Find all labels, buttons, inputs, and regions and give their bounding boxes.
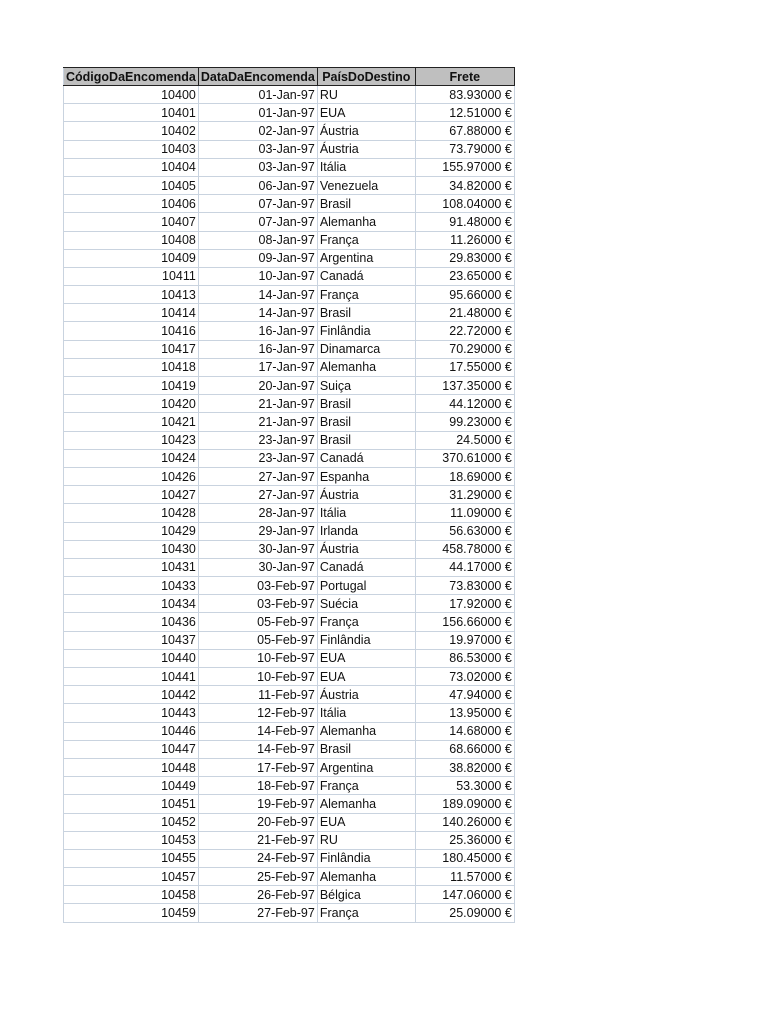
cell-destination-country[interactable]: Finlândia	[317, 849, 415, 867]
cell-order-id[interactable]: 10458	[64, 886, 199, 904]
cell-order-id[interactable]: 10419	[64, 377, 199, 395]
table-row	[64, 668, 515, 686]
cell-destination-country[interactable]: Itália	[317, 504, 415, 522]
cell-destination-country[interactable]: Irlanda	[317, 522, 415, 540]
cell-order-date[interactable]: 27-Feb-97	[198, 904, 317, 922]
cell-order-id[interactable]: 10443	[64, 704, 199, 722]
cell-order-id[interactable]: 10433	[64, 577, 199, 595]
cell-freight[interactable]: 29.83000 €	[415, 249, 514, 267]
table-row	[64, 758, 515, 776]
cell-destination-country[interactable]: Canadá	[317, 267, 415, 285]
cell-destination-country[interactable]: Alemanha	[317, 795, 415, 813]
table-row	[64, 868, 515, 886]
cell-order-id[interactable]: 10429	[64, 522, 199, 540]
cell-freight[interactable]: 95.66000 €	[415, 286, 514, 304]
cell-order-id[interactable]: 10404	[64, 158, 199, 176]
cell-freight[interactable]: 53.3000 €	[415, 777, 514, 795]
table-row	[64, 86, 515, 104]
table-row	[64, 577, 515, 595]
cell-order-date[interactable]: 30-Jan-97	[198, 540, 317, 558]
cell-order-id[interactable]: 10406	[64, 195, 199, 213]
cell-destination-country[interactable]: Argentina	[317, 758, 415, 776]
cell-freight[interactable]: 18.69000 €	[415, 467, 514, 485]
cell-order-date[interactable]: 19-Feb-97	[198, 795, 317, 813]
cell-freight[interactable]: 70.29000 €	[415, 340, 514, 358]
cell-order-id[interactable]: 10428	[64, 504, 199, 522]
table-row	[64, 595, 515, 613]
cell-order-date[interactable]: 29-Jan-97	[198, 522, 317, 540]
cell-freight[interactable]: 24.5000 €	[415, 431, 514, 449]
cell-freight[interactable]: 22.72000 €	[415, 322, 514, 340]
cell-freight[interactable]: 44.17000 €	[415, 558, 514, 576]
cell-freight[interactable]: 44.12000 €	[415, 395, 514, 413]
cell-freight[interactable]: 147.06000 €	[415, 886, 514, 904]
cell-destination-country[interactable]: Brasil	[317, 413, 415, 431]
table-row	[64, 904, 515, 922]
cell-destination-country[interactable]: Venezuela	[317, 176, 415, 194]
cell-destination-country[interactable]: Áustria	[317, 486, 415, 504]
cell-order-date[interactable]: 16-Jan-97	[198, 322, 317, 340]
table-row	[64, 777, 515, 795]
cell-order-date[interactable]: 16-Jan-97	[198, 340, 317, 358]
cell-destination-country[interactable]: Áustria	[317, 540, 415, 558]
cell-order-date[interactable]: 03-Feb-97	[198, 577, 317, 595]
cell-destination-country[interactable]: EUA	[317, 668, 415, 686]
cell-order-id[interactable]: 10411	[64, 267, 199, 285]
cell-destination-country[interactable]: Bélgica	[317, 886, 415, 904]
cell-freight[interactable]: 17.92000 €	[415, 595, 514, 613]
cell-destination-country[interactable]: Espanha	[317, 467, 415, 485]
cell-order-date[interactable]: 14-Feb-97	[198, 722, 317, 740]
cell-freight[interactable]: 38.82000 €	[415, 758, 514, 776]
table-row	[64, 831, 515, 849]
cell-freight[interactable]: 68.66000 €	[415, 740, 514, 758]
table-row	[64, 722, 515, 740]
header-row	[64, 68, 515, 86]
column-header-order-date[interactable]: DataDaEncomenda	[198, 68, 317, 86]
table-body	[64, 86, 515, 923]
cell-order-id[interactable]: 10426	[64, 467, 199, 485]
cell-order-id[interactable]: 10421	[64, 413, 199, 431]
cell-destination-country[interactable]: Finlândia	[317, 322, 415, 340]
table-row	[64, 340, 515, 358]
cell-order-id[interactable]: 10448	[64, 758, 199, 776]
cell-order-id[interactable]: 10441	[64, 668, 199, 686]
cell-freight[interactable]: 19.97000 €	[415, 631, 514, 649]
cell-destination-country[interactable]: Suiça	[317, 377, 415, 395]
cell-order-date[interactable]: 14-Jan-97	[198, 304, 317, 322]
table-row	[64, 286, 515, 304]
cell-destination-country[interactable]: Canadá	[317, 558, 415, 576]
table-row	[64, 413, 515, 431]
cell-destination-country[interactable]: Áustria	[317, 140, 415, 158]
cell-order-date[interactable]: 27-Jan-97	[198, 486, 317, 504]
table-row	[64, 176, 515, 194]
cell-order-date[interactable]: 24-Feb-97	[198, 849, 317, 867]
cell-destination-country[interactable]: França	[317, 904, 415, 922]
table-row	[64, 304, 515, 322]
cell-order-date[interactable]: 20-Jan-97	[198, 377, 317, 395]
cell-order-date[interactable]: 08-Jan-97	[198, 231, 317, 249]
cell-destination-country[interactable]: Alemanha	[317, 213, 415, 231]
cell-order-id[interactable]: 10437	[64, 631, 199, 649]
table-row	[64, 649, 515, 667]
cell-destination-country[interactable]: França	[317, 777, 415, 795]
table-row	[64, 267, 515, 285]
cell-destination-country[interactable]: EUA	[317, 104, 415, 122]
cell-order-date[interactable]: 21-Feb-97	[198, 831, 317, 849]
cell-order-id[interactable]: 10413	[64, 286, 199, 304]
cell-order-date[interactable]: 01-Jan-97	[198, 86, 317, 104]
cell-order-id[interactable]: 10409	[64, 249, 199, 267]
cell-order-id[interactable]: 10420	[64, 395, 199, 413]
table-row	[64, 358, 515, 376]
table-row	[64, 395, 515, 413]
cell-destination-country[interactable]: França	[317, 613, 415, 631]
cell-order-id[interactable]: 10424	[64, 449, 199, 467]
cell-order-date[interactable]: 03-Feb-97	[198, 595, 317, 613]
table-row	[64, 686, 515, 704]
cell-freight[interactable]: 21.48000 €	[415, 304, 514, 322]
cell-order-id[interactable]: 10427	[64, 486, 199, 504]
cell-order-date[interactable]: 05-Feb-97	[198, 613, 317, 631]
cell-freight[interactable]: 83.93000 €	[415, 86, 514, 104]
cell-freight[interactable]: 31.29000 €	[415, 486, 514, 504]
table-row	[64, 377, 515, 395]
cell-order-date[interactable]: 10-Jan-97	[198, 267, 317, 285]
cell-freight[interactable]: 73.79000 €	[415, 140, 514, 158]
cell-order-id[interactable]: 10446	[64, 722, 199, 740]
table-row	[64, 886, 515, 904]
cell-freight[interactable]: 25.36000 €	[415, 831, 514, 849]
cell-order-date[interactable]: 14-Feb-97	[198, 740, 317, 758]
cell-freight[interactable]: 137.35000 €	[415, 377, 514, 395]
cell-destination-country[interactable]: Brasil	[317, 395, 415, 413]
cell-order-date[interactable]: 27-Jan-97	[198, 467, 317, 485]
cell-freight[interactable]: 12.51000 €	[415, 104, 514, 122]
cell-order-date[interactable]: 03-Jan-97	[198, 140, 317, 158]
cell-freight[interactable]: 11.57000 €	[415, 868, 514, 886]
cell-order-date[interactable]: 23-Jan-97	[198, 431, 317, 449]
cell-freight[interactable]: 156.66000 €	[415, 613, 514, 631]
table-row	[64, 213, 515, 231]
cell-destination-country[interactable]: Alemanha	[317, 358, 415, 376]
cell-order-id[interactable]: 10434	[64, 595, 199, 613]
cell-destination-country[interactable]: EUA	[317, 649, 415, 667]
cell-order-date[interactable]: 09-Jan-97	[198, 249, 317, 267]
cell-destination-country[interactable]: Portugal	[317, 577, 415, 595]
cell-order-date[interactable]: 07-Jan-97	[198, 213, 317, 231]
cell-freight[interactable]: 13.95000 €	[415, 704, 514, 722]
table-row	[64, 849, 515, 867]
cell-destination-country[interactable]: Brasil	[317, 431, 415, 449]
cell-destination-country[interactable]: Brasil	[317, 195, 415, 213]
table-row	[64, 613, 515, 631]
cell-order-id[interactable]: 10423	[64, 431, 199, 449]
table-row	[64, 158, 515, 176]
cell-destination-country[interactable]: Argentina	[317, 249, 415, 267]
cell-destination-country[interactable]: Alemanha	[317, 868, 415, 886]
cell-order-id[interactable]: 10400	[64, 86, 199, 104]
cell-order-date[interactable]: 11-Feb-97	[198, 686, 317, 704]
cell-destination-country[interactable]: EUA	[317, 813, 415, 831]
cell-freight[interactable]: 67.88000 €	[415, 122, 514, 140]
cell-freight[interactable]: 189.09000 €	[415, 795, 514, 813]
cell-freight[interactable]: 47.94000 €	[415, 686, 514, 704]
cell-freight[interactable]: 73.83000 €	[415, 577, 514, 595]
cell-order-date[interactable]: 21-Jan-97	[198, 413, 317, 431]
cell-order-date[interactable]: 06-Jan-97	[198, 176, 317, 194]
cell-destination-country[interactable]: Brasil	[317, 740, 415, 758]
cell-order-date[interactable]: 18-Feb-97	[198, 777, 317, 795]
cell-order-date[interactable]: 14-Jan-97	[198, 286, 317, 304]
cell-freight[interactable]: 11.26000 €	[415, 231, 514, 249]
cell-order-date[interactable]: 20-Feb-97	[198, 813, 317, 831]
cell-order-date[interactable]: 17-Feb-97	[198, 758, 317, 776]
table-row	[64, 540, 515, 558]
cell-destination-country[interactable]: Itália	[317, 704, 415, 722]
cell-order-id[interactable]: 10436	[64, 613, 199, 631]
cell-order-id[interactable]: 10440	[64, 649, 199, 667]
cell-order-id[interactable]: 10451	[64, 795, 199, 813]
column-header-freight[interactable]: Frete	[415, 68, 514, 86]
cell-destination-country[interactable]: RU	[317, 86, 415, 104]
cell-order-id[interactable]: 10459	[64, 904, 199, 922]
table-row	[64, 558, 515, 576]
cell-order-id[interactable]: 10455	[64, 849, 199, 867]
table-row	[64, 140, 515, 158]
cell-freight[interactable]: 180.45000 €	[415, 849, 514, 867]
cell-freight[interactable]: 73.02000 €	[415, 668, 514, 686]
cell-destination-country[interactable]: Suécia	[317, 595, 415, 613]
cell-order-id[interactable]: 10453	[64, 831, 199, 849]
cell-freight[interactable]: 11.09000 €	[415, 504, 514, 522]
cell-destination-country[interactable]: Áustria	[317, 686, 415, 704]
cell-order-id[interactable]: 10418	[64, 358, 199, 376]
cell-freight[interactable]: 14.68000 €	[415, 722, 514, 740]
cell-order-date[interactable]: 17-Jan-97	[198, 358, 317, 376]
cell-order-id[interactable]: 10401	[64, 104, 199, 122]
cell-order-id[interactable]: 10408	[64, 231, 199, 249]
cell-order-date[interactable]: 07-Jan-97	[198, 195, 317, 213]
cell-order-id[interactable]: 10417	[64, 340, 199, 358]
table-row	[64, 431, 515, 449]
cell-order-id[interactable]: 10407	[64, 213, 199, 231]
cell-order-date[interactable]: 26-Feb-97	[198, 886, 317, 904]
table-row	[64, 631, 515, 649]
cell-order-id[interactable]: 10405	[64, 176, 199, 194]
table-row	[64, 449, 515, 467]
cell-order-date[interactable]: 23-Jan-97	[198, 449, 317, 467]
table-row	[64, 704, 515, 722]
cell-order-id[interactable]: 10414	[64, 304, 199, 322]
cell-destination-country[interactable]: Finlândia	[317, 631, 415, 649]
cell-freight[interactable]: 458.78000 €	[415, 540, 514, 558]
cell-order-date[interactable]: 30-Jan-97	[198, 558, 317, 576]
cell-order-id[interactable]: 10430	[64, 540, 199, 558]
cell-order-date[interactable]: 10-Feb-97	[198, 649, 317, 667]
table-row	[64, 231, 515, 249]
cell-freight[interactable]: 370.61000 €	[415, 449, 514, 467]
cell-order-id[interactable]: 10416	[64, 322, 199, 340]
cell-freight[interactable]: 23.65000 €	[415, 267, 514, 285]
cell-destination-country[interactable]: RU	[317, 831, 415, 849]
cell-destination-country[interactable]: Itália	[317, 158, 415, 176]
cell-order-date[interactable]: 03-Jan-97	[198, 158, 317, 176]
cell-order-date[interactable]: 21-Jan-97	[198, 395, 317, 413]
cell-order-id[interactable]: 10403	[64, 140, 199, 158]
cell-freight[interactable]: 56.63000 €	[415, 522, 514, 540]
cell-order-date[interactable]: 01-Jan-97	[198, 104, 317, 122]
cell-freight[interactable]: 108.04000 €	[415, 195, 514, 213]
cell-destination-country[interactable]: Dinamarca	[317, 340, 415, 358]
cell-freight[interactable]: 155.97000 €	[415, 158, 514, 176]
column-header-order-id[interactable]: CódigoDaEncomenda	[64, 68, 199, 86]
cell-destination-country[interactable]: Canadá	[317, 449, 415, 467]
table-row	[64, 322, 515, 340]
cell-freight[interactable]: 140.26000 €	[415, 813, 514, 831]
table-row	[64, 195, 515, 213]
cell-freight[interactable]: 86.53000 €	[415, 649, 514, 667]
cell-order-date[interactable]: 28-Jan-97	[198, 504, 317, 522]
cell-order-date[interactable]: 10-Feb-97	[198, 668, 317, 686]
cell-order-id[interactable]: 10402	[64, 122, 199, 140]
cell-order-date[interactable]: 12-Feb-97	[198, 704, 317, 722]
table-row	[64, 104, 515, 122]
table-row	[64, 504, 515, 522]
cell-freight[interactable]: 25.09000 €	[415, 904, 514, 922]
cell-destination-country[interactable]: Áustria	[317, 122, 415, 140]
cell-destination-country[interactable]: França	[317, 231, 415, 249]
cell-order-id[interactable]: 10442	[64, 686, 199, 704]
table-row	[64, 813, 515, 831]
cell-order-id[interactable]: 10431	[64, 558, 199, 576]
table-row	[64, 249, 515, 267]
table-row	[64, 740, 515, 758]
cell-freight[interactable]: 34.82000 €	[415, 176, 514, 194]
cell-order-id[interactable]: 10452	[64, 813, 199, 831]
cell-freight[interactable]: 17.55000 €	[415, 358, 514, 376]
table-row	[64, 795, 515, 813]
cell-order-date[interactable]: 05-Feb-97	[198, 631, 317, 649]
cell-freight[interactable]: 91.48000 €	[415, 213, 514, 231]
table-row	[64, 486, 515, 504]
cell-destination-country[interactable]: França	[317, 286, 415, 304]
table-row	[64, 467, 515, 485]
cell-order-date[interactable]: 25-Feb-97	[198, 868, 317, 886]
table-row	[64, 522, 515, 540]
column-header-destination-country[interactable]: PaísDoDestino	[317, 68, 415, 86]
cell-destination-country[interactable]: Alemanha	[317, 722, 415, 740]
cell-order-id[interactable]: 10449	[64, 777, 199, 795]
cell-freight[interactable]: 99.23000 €	[415, 413, 514, 431]
cell-destination-country[interactable]: Brasil	[317, 304, 415, 322]
cell-order-date[interactable]: 02-Jan-97	[198, 122, 317, 140]
cell-order-id[interactable]: 10447	[64, 740, 199, 758]
orders-table	[63, 67, 515, 923]
cell-order-id[interactable]: 10457	[64, 868, 199, 886]
table-row	[64, 122, 515, 140]
